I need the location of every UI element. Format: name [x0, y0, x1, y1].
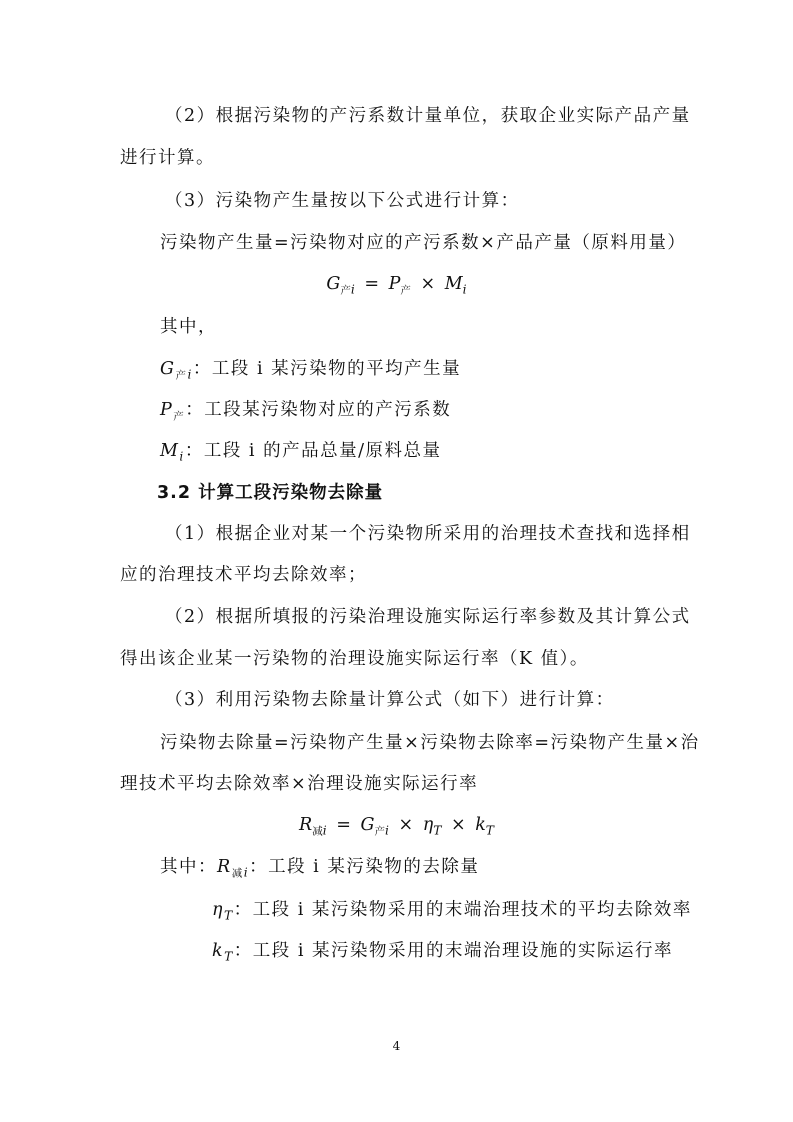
- paragraph-line: （2）根据所填报的污染治理设施实际运行率参数及其计算公式: [165, 607, 691, 627]
- where-label: 其中，: [160, 317, 217, 337]
- definition-M: $M_i$：工段 i 的产品总量/原料总量: [160, 441, 442, 464]
- formula-text: 污染物产生量=污染物对应的产污系数×产品产量（原料用量）: [160, 233, 687, 253]
- paragraph-line: 污染物去除量=污染物产生量×污染物去除率=污染物产生量×治: [160, 733, 700, 753]
- definition-k: $k_T$：工段 i 某污染物采用的末端治理设施的实际运行率: [212, 941, 674, 964]
- definition-G: $G_{产i}$：工段 i 某污染物的平均产生量: [160, 359, 462, 382]
- paragraph-line: 进行计算。: [120, 148, 215, 168]
- equation-production: $G_{产i} = P_产 \times M_i$: [326, 274, 467, 297]
- definition-P: $P_产$：工段某污染物对应的产污系数: [160, 400, 452, 423]
- paragraph-line: （3）污染物产生量按以下公式进行计算：: [165, 191, 520, 211]
- definition-R: 其中：$R_{减i}$：工段 i 某污染物的去除量: [160, 857, 480, 880]
- paragraph-line: （3）利用污染物去除量计算公式（如下）进行计算：: [165, 690, 615, 710]
- section-heading: 3.2 计算工段污染物去除量: [157, 483, 384, 503]
- definition-eta: $\eta_T$：工段 i 某污染物采用的末端治理技术的平均去除效率: [212, 900, 692, 923]
- paragraph-line: （1）根据企业对某一个污染物所采用的治理技术查找和选择相: [165, 524, 691, 544]
- paragraph-line: 理技术平均去除效率×治理设施实际运行率: [120, 774, 479, 794]
- paragraph-line: （2）根据污染物的产污系数计量单位，获取企业实际产品产量: [165, 106, 691, 126]
- page-number: 4: [392, 1039, 401, 1053]
- paragraph-line: 得出该企业某一污染物的治理设施实际运行率（K 值）。: [120, 649, 589, 669]
- equation-removal: $R_{减i} = G_{产i} \times \eta_T \times k_T$: [299, 815, 494, 838]
- paragraph-line: 应的治理技术平均去除效率；: [120, 565, 367, 585]
